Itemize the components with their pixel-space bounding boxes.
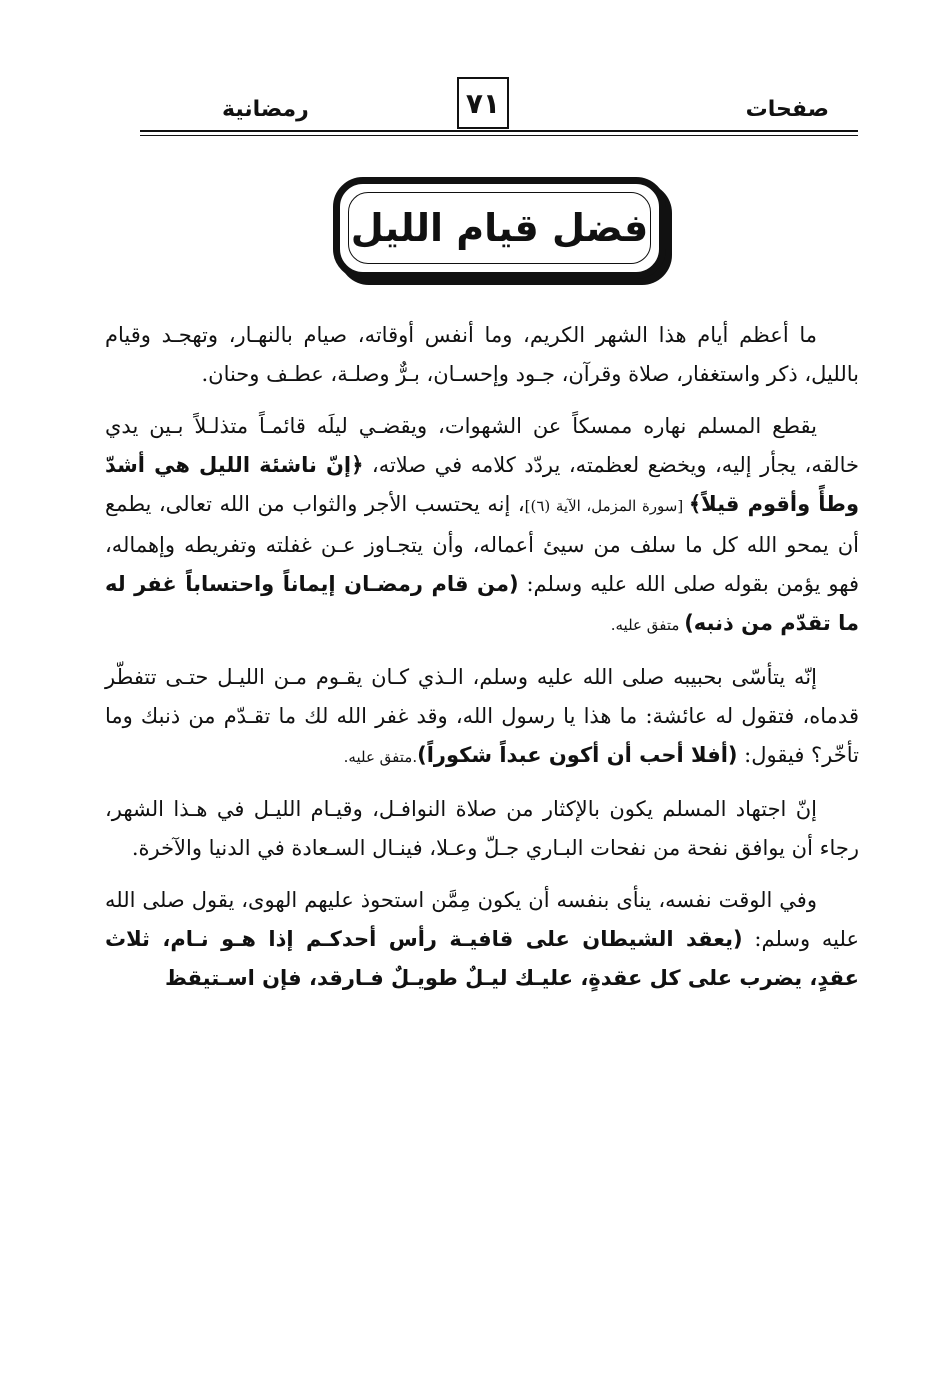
running-title-left: رمضانية [222, 97, 309, 122]
paragraph [105, 881, 859, 998]
quoted-text: (يعقد الشيطان على قافيـة رأس أحدكـم إذا هـو نـام، ثلاث عقدٍ، يضرب على كل عقدةٍ، عليـك ليـلٌ طويـلٌ فـارقد، فإن اسـتيقظ [105, 927, 859, 990]
page-number: ٧١ [457, 77, 509, 129]
paragraph [105, 407, 859, 645]
paragraph [105, 658, 859, 777]
quoted-text: (أفلا أحب أن أكون عبداً شكوراً) [417, 743, 738, 767]
paragraph [105, 790, 859, 868]
paragraph-text: وفي الوقت نفسه، ينأى بنفسه أن يكون مِمَّن استحوذ عليهم الهوى، يقول صلى الله عليه وسلم: [105, 888, 859, 951]
page-header [0, 0, 944, 160]
header-rule-thin [140, 135, 858, 136]
chapter-title: فضل قيام الليل [348, 192, 651, 264]
paragraph-text: إنّ اجتهاد المسلم يكون بالإكثار من صلاة النوافـل، وقيـام الليـل في هـذا الشهر، رجاء أن يوافق نفحة من نفحات البـاري جـلّ وعـلا، فينـال السـعادة في الدنيا والآخرة. [105, 797, 859, 860]
paragraph-text: إنّه يتأسّى بحبيبه صلى الله عليه وسلم، الـذي كـان يقـوم مـن الليـل حتـى تتفطّر قدماه، فتقول له عائشة: ما هذا يا رسول الله، وقد غفر الله لك ما تقـدّم من ذنبك وما تأخّر؟ فيقول: [105, 665, 859, 767]
running-title-right: صفحات [745, 97, 829, 122]
body-text [105, 316, 859, 1011]
citation-text: متفق عليه. [610, 616, 685, 634]
paragraph [105, 316, 859, 394]
paragraph-text: ، إنه يحتسب الأجر والثواب من الله تعالى، يطمع أن يمحو الله كل ما سلف من سيئ أعماله، وأن يتجـاوز عـن غفلته وتفريطه وإهماله، فهو يؤمن بقوله صلى الله عليه وسلم: [105, 492, 859, 596]
header-rule-thick [140, 130, 858, 132]
citation-text: .متفق عليه. [343, 748, 418, 766]
paragraph-text: ما أعظم أيام هذا الشهر الكريم، وما أنفس أوقاته، صيام بالنهـار، وتهجـد وقيام بالليل، ذكر واستغفار، صلاة وقرآن، جـود وإحسـان، بـرٌّ وصلـة، عطـف وحنان. [105, 323, 859, 386]
paragraph-text: يقطع المسلم نهاره ممسكاً عن الشهوات، ويقضـي ليلَه قائمـاً متذلـلاً بـين يدي خالقه، يجأر إليه، ويخضع لعظمته، يردّد كلامه في صلاته، [105, 414, 859, 477]
citation-text: [سورة المزمل، الآية (٦)] [524, 497, 689, 515]
quoted-text: (من قام رمضـان إيماناً واحتساباً غفر له ما تقدّم من ذنبه) [105, 572, 859, 635]
chapter-title-frame [333, 177, 666, 279]
quoted-text: ﴿إنّ ناشئة الليل هي أشدّ وطأً وأقوم قيلاً﴾ [105, 453, 860, 516]
